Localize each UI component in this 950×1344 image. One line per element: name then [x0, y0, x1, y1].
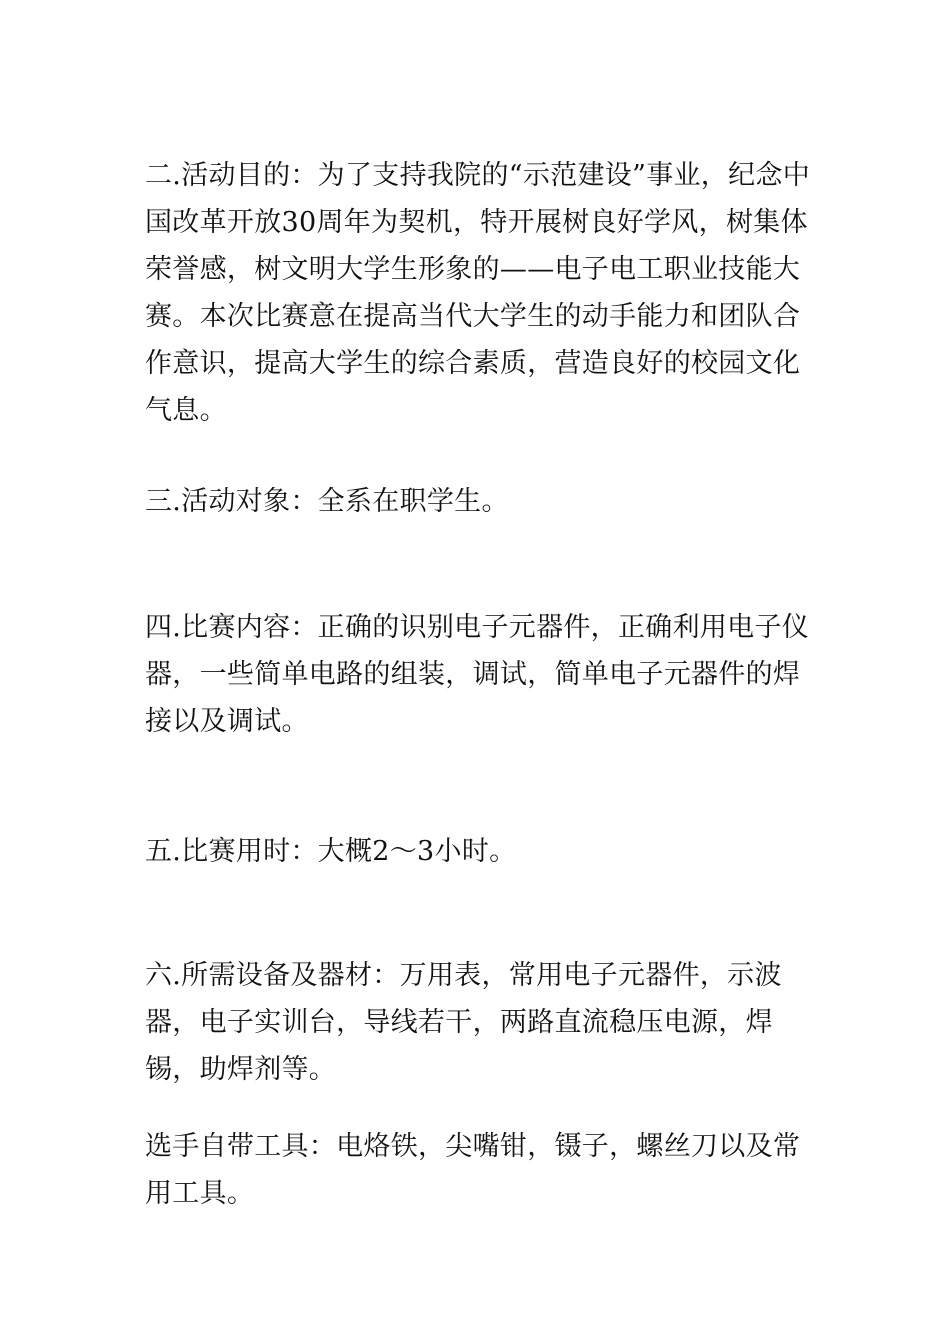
paragraph-equipment: 六.所需设备及器材：万用表，常用电子元器件，示波器，电子实训台，导线若干，两路直流稳压电源，焊锡，助焊剂等。 — [145, 960, 782, 1085]
paragraph-competition-content: 四.比赛内容：正确的识别电子元器件，正确利用电子仪器，一些简单电路的组装，调试，简单电子元器件的焊接以及调试。 — [145, 612, 810, 737]
paragraph-competition-duration: 五.比赛用时：大概2～3小时。 — [145, 836, 517, 867]
paragraph-contestant-tools: 选手自带工具：电烙铁，尖嘴钳，镊子，螺丝刀以及常用工具。 — [145, 1131, 801, 1209]
paragraph-activity-purpose: 二.活动目的：为了支持我院的“示范建设”事业，纪念中国改革开放30周年为契机，特开展树良好学风，树集体荣誉感，树文明大学生形象的——电子电工职业技能大赛。本次比赛意在提高当代大学生的动手能力和团队合作意识，提高大学生的综合素质，营造良好的校园文化气息。 — [145, 160, 810, 426]
paragraph-activity-target: 三.活动对象：全系在职学生。 — [145, 486, 509, 517]
